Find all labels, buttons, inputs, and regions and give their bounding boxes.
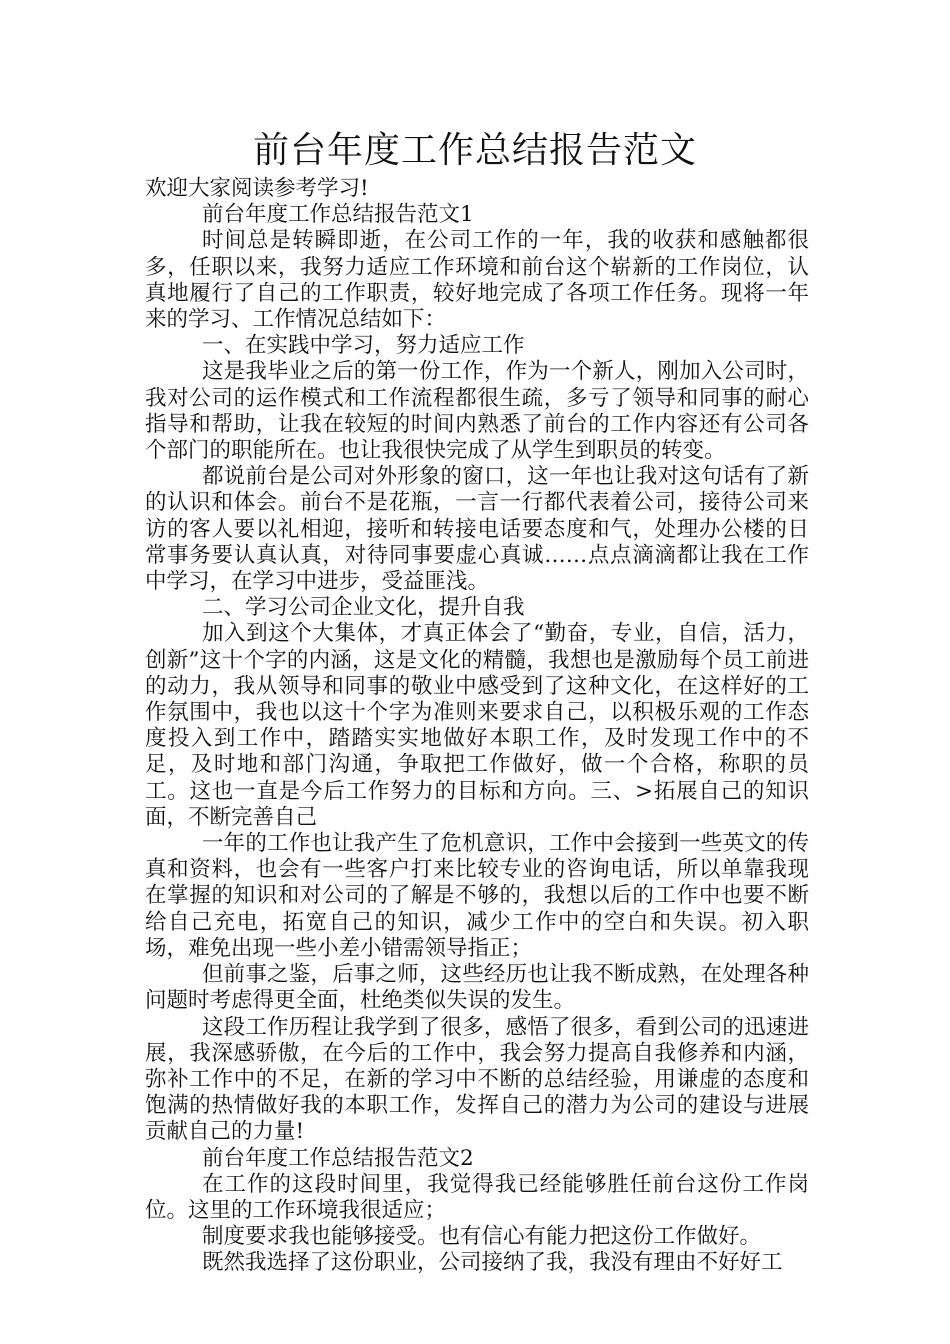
body-paragraph: 但前事之鉴，后事之师，这些经历也让我不断成熟，在处理各种问题时考虑得更全面，杜绝类似失误的发生。	[145, 962, 809, 1014]
body-paragraph: 时间总是转瞬即逝，在公司工作的一年，我的收获和感触都很多，任职以来，我努力适应工作环境和前台这个崭新的工作岗位，认真地履行了自己的工作职责，较好地完成了各项工作任务。现将一年来的学习、工作情况总结如下：	[145, 228, 809, 333]
body-paragraph: 制度要求我也能够接受。也有信心有能力把这份工作做好。	[202, 1224, 762, 1250]
body-paragraph: 这是我毕业之后的第一份工作，作为一个新人，刚加入公司时，我对公司的运作模式和工作流程都很生疏，多亏了领导和同事的耐心指导和帮助，让我在较短的时间内熟悉了前台的工作内容还有公司各个部门的职能所在。也让我很快完成了从学生到职员的转变。	[145, 359, 809, 464]
body-paragraph: 加入到这个大集体，才真正体会了“勤奋，专业，自信，活力，创新”这十个字的内涵，这是文化的精髓，我想也是激励每个员工前进的动力，我从领导和同事的敬业中感受到了这种文化，在这样好的工作氛围中，我也以这十个字为准则来要求自己，以积极乐观的工作态度投入到工作中，踏踏实实地做好本职工作，及时发现工作中的不足，及时地和部门沟通，争取把工作做好，做一个合格，称职的员工。这也一直是今后工作努力的目标和方向。三、>拓展自己的知识面，不断完善自己	[145, 621, 809, 830]
body-paragraph: 一年的工作也让我产生了危机意识，工作中会接到一些英文的传真和资料，也会有一些客户打来比较专业的咨询电话，所以单靠我现在掌握的知识和对公司的了解是不够的，我想以后的工作中也要不断给自己充电，拓宽自己的知识，减少工作中的空白和失误。初入职场，难免出现一些小差小错需领导指正；	[145, 831, 809, 961]
body-paragraph: 这段工作历程让我学到了很多，感悟了很多，看到公司的迅速进展，我深感骄傲，在今后的工作中，我会努力提高自我修养和内涵，弥补工作中的不足，在新的学习中不断的总结经验，用谦虚的态度和饱满的热情做好我的本职工作，发挥自己的潜力为公司的建设与进展贡献自己的力量!	[145, 1014, 809, 1145]
section-heading: 前台年度工作总结报告范文2	[202, 1145, 474, 1171]
section-heading: 二、学习公司企业文化，提升自我	[202, 595, 525, 621]
body-paragraph: 既然我选择了这份职业，公司接纳了我，我没有理由不好好工	[202, 1250, 783, 1276]
document-body	[145, 176, 809, 1277]
section-heading: 一、在实践中学习，努力适应工作	[202, 333, 525, 359]
body-paragraph: 在工作的这段时间里，我觉得我已经能够胜任前台这份工作岗位。这里的工作环境我很适应；	[145, 1171, 809, 1223]
body-paragraph: 都说前台是公司对外形象的窗口，这一年也让我对这句话有了新的认识和体会。前台不是花瓶，一言一行都代表着公司，接待公司来访的客人要以礼相迎，接听和转接电话要态度和气，处理办公楼的日常事务要认真认真，对待同事要虚心真诚……点点滴滴都让我在工作中学习，在学习中进步，受益匪浅。	[145, 464, 809, 595]
section-heading: 前台年度工作总结报告范文1	[202, 202, 474, 228]
document-title: 前台年度工作总结报告范文	[252, 130, 697, 171]
greeting-paragraph: 欢迎大家阅读参考学习!	[145, 176, 369, 201]
